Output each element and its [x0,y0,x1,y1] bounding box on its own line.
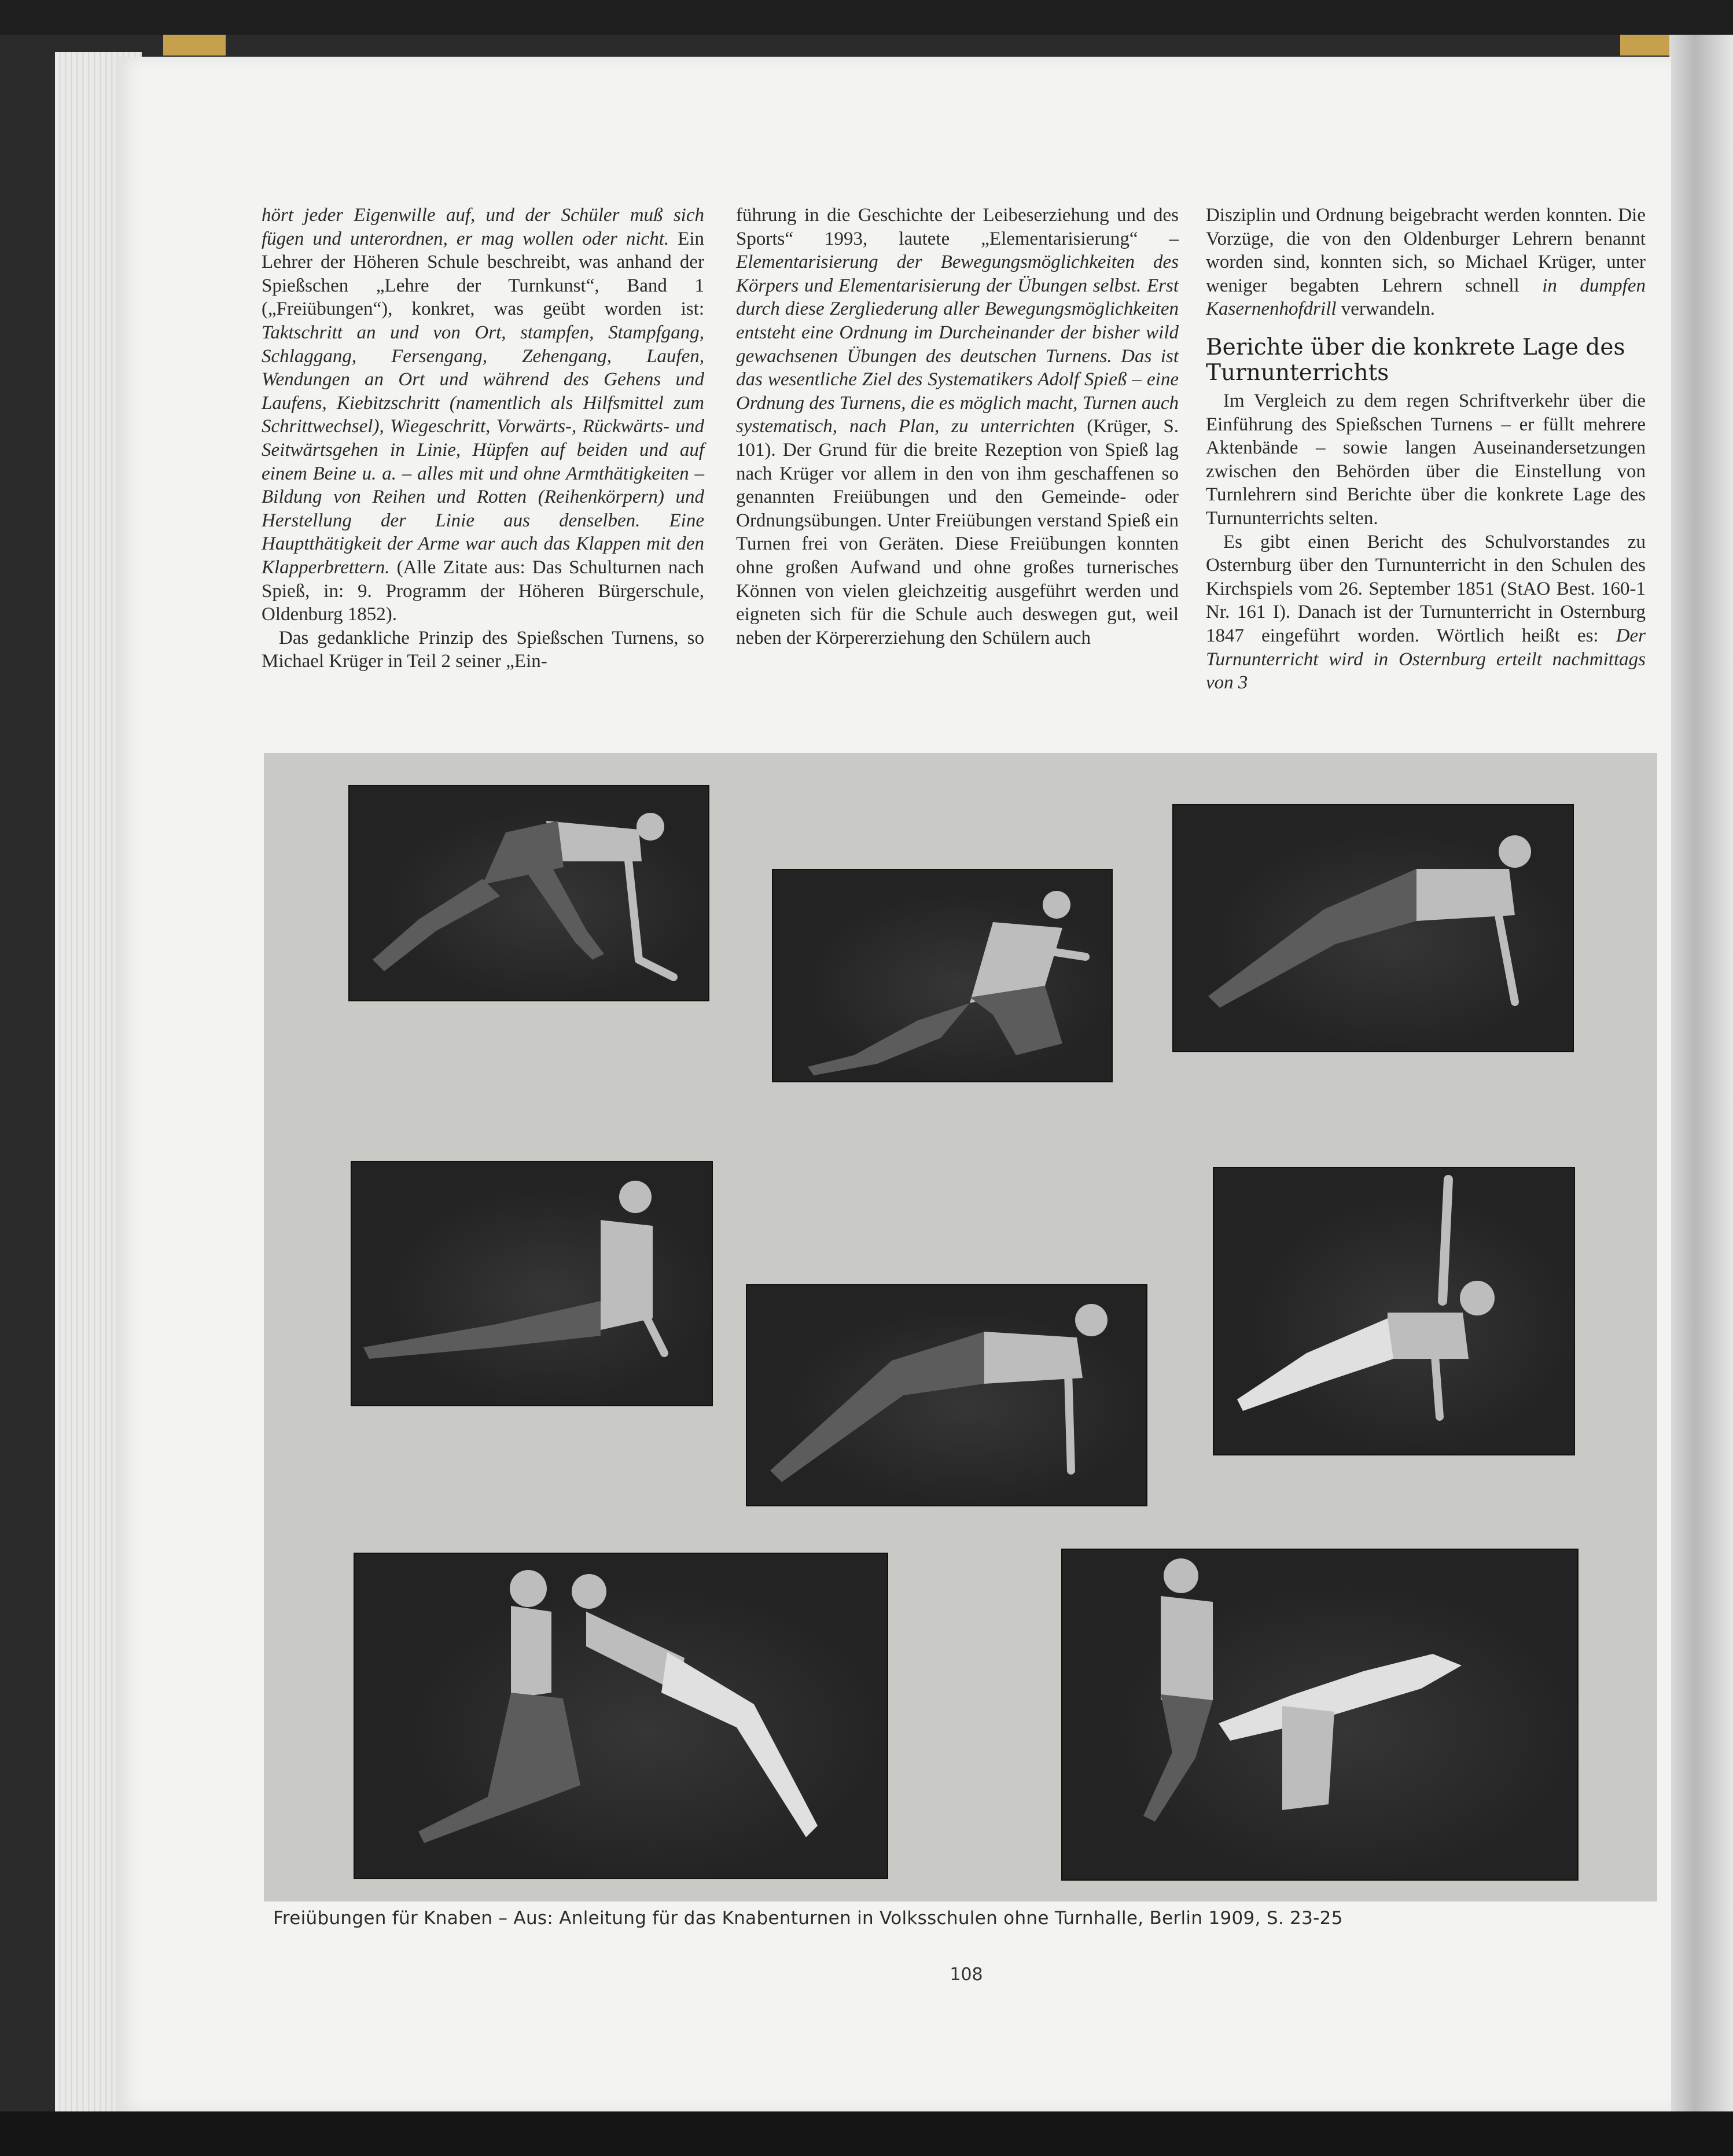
photo-side-plank [1213,1167,1575,1455]
text-column-1 [262,204,704,673]
photo-partner-wheelbarrow [1061,1549,1579,1881]
paragraph: Das gedankliche Prinzip des Spießschen Turnens, so Michael Krüger in Teil 2 seiner „Ein- [262,627,704,672]
figure-panel [264,753,1657,1901]
text-run: Ein Lehrer der Höheren Schule beschreibt, was anhand der Spießschen „Lehre der Turnkunst“, Band 1 („Freiübungen“), konkret, was geübt worden ist: [262,228,704,320]
book-cover-edge [1669,35,1733,2111]
paragraph [1206,204,1646,321]
photo-lunge-arms-out [772,869,1113,1082]
photo-push-up-low [746,1284,1147,1506]
photo-push-up-high [1172,804,1574,1052]
text-run: verwandeln. [1336,298,1435,320]
text-column-3 [1206,204,1646,695]
paragraph: Im Vergleich zu dem regen Schriftverkehr über die Einführung des Spießschen Turnens – er füllt mehrere Aktenbände – sowie langen Auseinandersetzungen zwischen den Behörden über die Einstellung von Turnlehrern sind Berichte über die konkrete Lage des Turnunterrichts selten. [1206,390,1646,529]
italic-run: Taktschritt an und von Ort, stampfen, Stampfgang, Schlaggang, Fersengang, Zehengang, Laufen, Wendungen an Ort und während des Gehens und Laufens, Kiebitzschritt (namentlich als Hilfsmittel zum Schrittwechsel), Wiegeschritt, Vorwärts-, Rückwärts- und Seitwärtsgehen in Linie, Hüpfen auf beiden und auf einem Beine u. a. – alles mit und ohne Armthätigkeiten – Bildung von Reihen und Rotten (Reihenkörpern) und Herstellung der Linie aus denselben. Eine Hauptthätigkeit der Arme war auch das Klappen mit den Klapperbrettern. [262,322,704,578]
text-run: führung in die Geschichte der Leibeserziehung und des Sports“ 1993, lautete „Elementarisierung“ – [736,205,1179,249]
exercise-figure-icon [747,1285,1146,1505]
exercise-figure-icon [349,786,708,1000]
photo-cobra-stretch [351,1161,713,1406]
paragraph [1206,530,1646,695]
paragraph [736,204,1179,650]
italic-run: hört jeder Eigenwille auf, und der Schüler muß sich fügen und unterordnen, er mag wollen oder nicht. [262,205,704,249]
text-run: Es gibt einen Bericht des Schulvorstandes zu Osternburg über den Turnunterricht in den Schulen des Kirchspiels vom 26. September 1851 (StAO Best. 160-1 Nr. 161 I). Danach ist der Turnunterricht in Osternburg 1847 eingeführt worden. Wörtlich heißt es: [1206,531,1646,646]
exercise-figure-icon [1173,805,1573,1051]
scan-bottom-border [0,2111,1733,2156]
photo-lunge-stretch [348,785,709,1001]
exercise-figure-icon [355,1554,887,1878]
exercise-figure-icon [352,1162,712,1405]
exercise-figure-icon [1062,1550,1577,1879]
photo-partner-lean [354,1553,888,1879]
exercise-figure-icon [1214,1168,1574,1454]
paragraph [262,204,704,626]
section-heading: Berichte über die konkrete Lage des Turnunterrichts [1206,334,1625,386]
book-bookmark-tab [1620,35,1671,56]
text-run: (Alle Zitate aus: Das Schulturnen nach Spieß, in: 9. Programm der Höheren Bürgerschule, Oldenburg 1852). [262,556,704,625]
scan-top-border [0,0,1733,35]
figure-caption: Freiübungen für Knaben – Aus: Anleitung für das Knabenturnen in Volksschulen ohne Turnhalle, Berlin 1909, S. 23-25 [273,1908,1343,1929]
page-number: 108 [950,1965,983,1985]
text-run: (Krüger, S. 101). Der Grund für die breite Rezeption von Spieß lag nach Krüger vor allem in den von ihm geschaffenen so genannten Freiübungen und den Gemeinde- oder Ordnungsübungen. Unter Freiübungen verstand Spieß ein Turnen frei von Geräten. Diese Freiübungen konnten ohne großen Aufwand und ohne großes turnerisches Können von vielen gleichzeitig ausgeführt werden und eigneten sich für die Schule auch deswegen gut, weil neben der Körpererziehung den Schülern auch [736,416,1179,648]
italic-run: Elementarisierung der Bewegungsmöglichkeiten des Körpers und Elementarisierung der Übungen selbst. Erst durch diese Zergliederung aller Bewegungsmöglichkeiten entsteht eine Ordnung im Durcheinander der bisher wild gewachsenen Übungen des deutschen Turnens. Das ist das wesentliche Ziel des Systematikers Adolf Spieß – eine Ordnung des Turnens, die es möglich macht, Turnen auch systematisch, nach Plan, zu unterrichten [736,252,1179,437]
italic-run: Der Turnunterricht wird in Osternburg erteilt nachmittags von 3 [1206,625,1646,694]
text-column-2 [736,204,1179,650]
text-run: Disziplin und Ordnung beigebracht werden konnten. Die Vorzüge, die von den Oldenburger Lehrern benannt worden sind, konnten sich, so Michael Krüger, unter weniger begabten Lehrern schnell [1206,205,1646,296]
exercise-figure-icon [773,870,1112,1081]
italic-run: in dumpfen Kasernenhofdrill [1206,275,1646,320]
book-bookmark-tab [163,35,226,56]
